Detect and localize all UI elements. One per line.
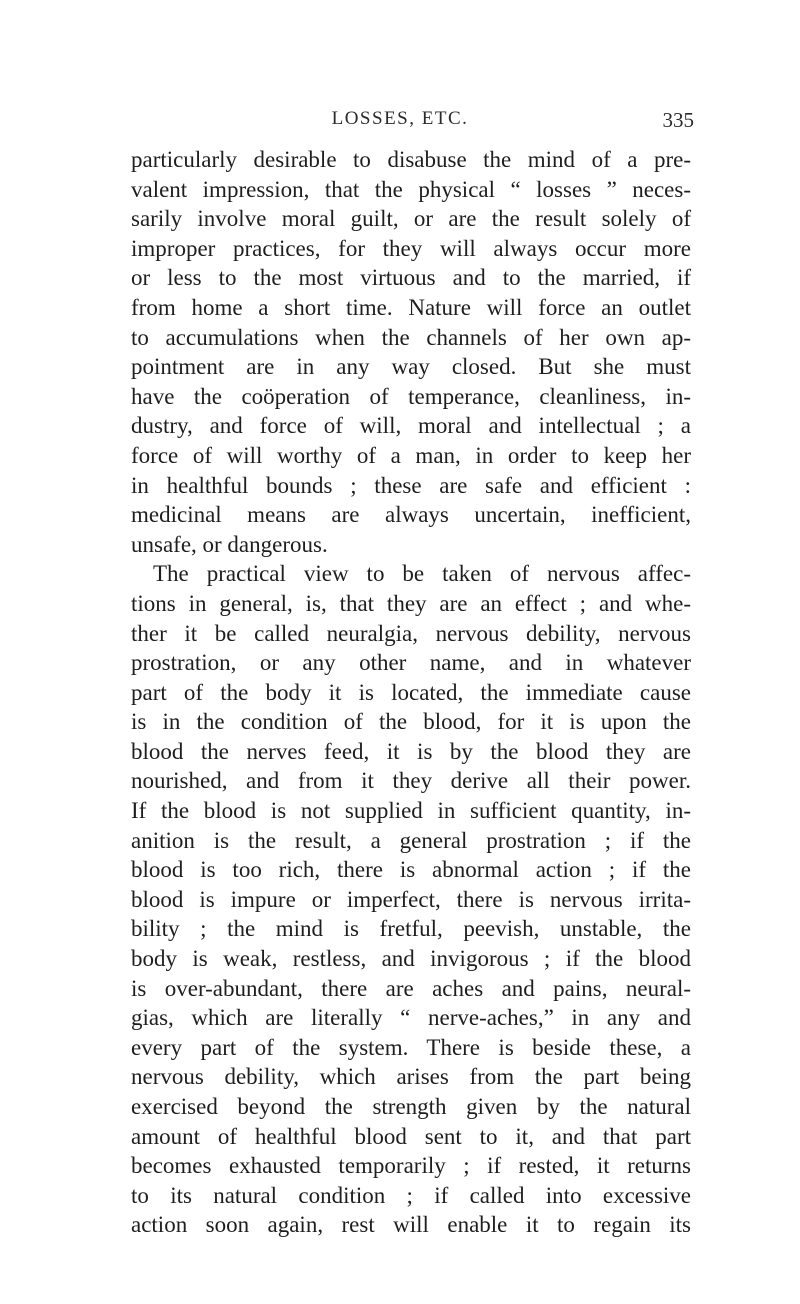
page-number: 335 bbox=[662, 108, 694, 132]
text-line: blood the nerves feed, it is by the blood they are bbox=[131, 738, 691, 764]
text-line: from home a short time. Nature will force an outlet bbox=[131, 294, 691, 320]
text-line: particularly desirable to disabuse the mind of a pre- bbox=[131, 147, 691, 172]
text-line: every part of the system. There is beside these, a bbox=[131, 1034, 691, 1060]
text-line: in healthful bounds ; these are safe and efficient : bbox=[131, 472, 691, 498]
text-line: sarily involve moral guilt, or are the result solely of bbox=[131, 206, 691, 232]
text-line: anition is the result, a general prostration ; if the bbox=[131, 827, 691, 853]
text-line: or less to the most virtuous and to the married, if bbox=[131, 265, 691, 291]
text-line: blood is impure or imperfect, there is nervous irrita- bbox=[131, 886, 691, 912]
text-line: prostration, or any other name, and in whatever bbox=[131, 650, 691, 676]
text-line: to its natural condition ; if called into excessive bbox=[131, 1182, 691, 1208]
paragraph-start-line: The practical view to be taken of nervous affec- bbox=[153, 561, 691, 587]
text-line: force of will worthy of a man, in order to keep her bbox=[131, 442, 691, 468]
text-line: bility ; the mind is fretful, peevish, unstable, the bbox=[131, 916, 691, 942]
text-line: amount of healthful blood sent to it, and that part bbox=[131, 1123, 691, 1149]
text-line: gias, which are literally “ nerve-aches,” in any and bbox=[131, 1005, 691, 1031]
running-title: LOSSES, ETC. bbox=[331, 108, 469, 129]
text-line: medicinal means are always uncertain, inefficient, bbox=[131, 502, 691, 528]
text-line: to accumulations when the channels of her own ap- bbox=[131, 324, 691, 350]
text-line: blood is too rich, there is abnormal action ; if the bbox=[131, 857, 691, 883]
text-line: have the coöperation of temperance, cleanliness, in- bbox=[131, 383, 691, 409]
text-line: pointment are in any way closed. But she must bbox=[131, 354, 691, 380]
text-line: ther it be called neuralgia, nervous debility, nervous bbox=[131, 620, 691, 646]
text-line: part of the body it is located, the immediate cause bbox=[131, 679, 691, 705]
text-line: exercised beyond the strength given by the natural bbox=[131, 1094, 691, 1119]
text-line: body is weak, restless, and invigorous ; if the blood bbox=[131, 946, 691, 972]
running-head bbox=[0, 108, 800, 138]
paragraph-end-line: unsafe, or dangerous. bbox=[131, 531, 328, 557]
text-line: nourished, and from it they derive all their power. bbox=[131, 768, 691, 794]
text-line: action soon again, rest will enable it to regain its bbox=[131, 1212, 691, 1238]
text-line: becomes exhausted temporarily ; if rested, it returns bbox=[131, 1153, 691, 1179]
body-text bbox=[131, 145, 691, 1240]
text-line: nervous debility, which arises from the part being bbox=[131, 1064, 691, 1090]
text-line: improper practices, for they will always occur more bbox=[131, 235, 691, 261]
text-line: is over-abundant, there are aches and pains, neural- bbox=[131, 975, 691, 1001]
text-line: valent impression, that the physical “ losses ” neces- bbox=[131, 176, 691, 202]
text-line: If the blood is not supplied in sufficient quantity, in- bbox=[131, 798, 691, 824]
text-line: tions in general, is, that they are an effect ; and whe- bbox=[131, 590, 691, 616]
text-line: dustry, and force of will, moral and intellectual ; a bbox=[131, 413, 691, 439]
text-line: is in the condition of the blood, for it is upon the bbox=[131, 709, 691, 735]
